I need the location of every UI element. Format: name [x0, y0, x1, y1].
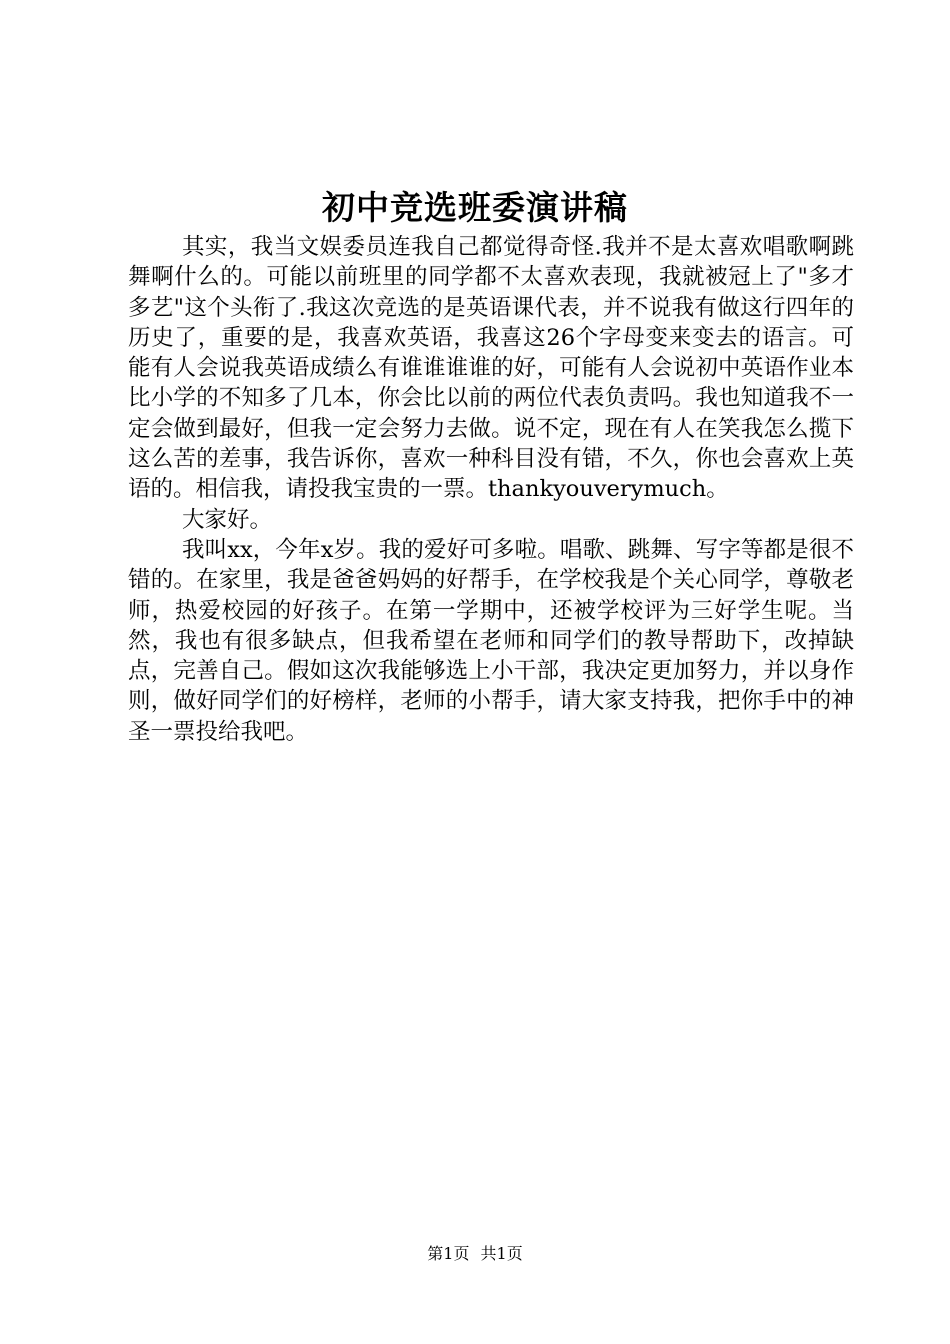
page-footer: [0, 1242, 950, 1266]
document-body: [128, 232, 854, 747]
page-total: 共1页: [480, 1244, 523, 1263]
page-number: 第1页: [427, 1244, 470, 1263]
paragraph-1: 其实，我当文娱委员连我自己都觉得奇怪.我并不是太喜欢唱歌啊跳舞啊什么的。可能以前班里的同学都不太喜欢表现，我就被冠上了"多才多艺"这个头衔了.我这次竞选的是英语课代表，并不说我有做这行四年的历史了，重要的是，我喜欢英语，我喜这26个字母变来变去的语言。可能有人会说我英语成绩么有谁谁谁谁的好，可能有人会说初中英语作业本比小学的不知多了几本，你会比以前的两位代表负责吗。我也知道我不一定会做到最好，但我一定会努力去做。说不定，现在有人在笑我怎么揽下这么苦的差事，我告诉你，喜欢一种科目没有错，不久，你也会喜欢上英语的。相信我，请投我宝贵的一票。thankyouverymuch。: [128, 234, 854, 503]
document-title: 初中竞选班委演讲稿: [322, 188, 628, 227]
paragraph-2: 大家好。: [182, 506, 273, 533]
paragraph-3: 我叫xx，今年x岁。我的爱好可多啦。唱歌、跳舞、写字等都是很不错的。在家里，我是爸爸妈妈的好帮手，在学校我是个关心同学，尊敬老师，热爱校园的好孩子。在第一学期中，还被学校评为三好学生呢。当然，我也有很多缺点，但我希望在老师和同学们的教导帮助下，改掉缺点，完善自己。假如这次我能够选上小干部，我决定更加努力，并以身作则，做好同学们的好榜样，老师的小帮手，请大家支持我，把你手中的神圣一票投给我吧。: [128, 536, 854, 745]
